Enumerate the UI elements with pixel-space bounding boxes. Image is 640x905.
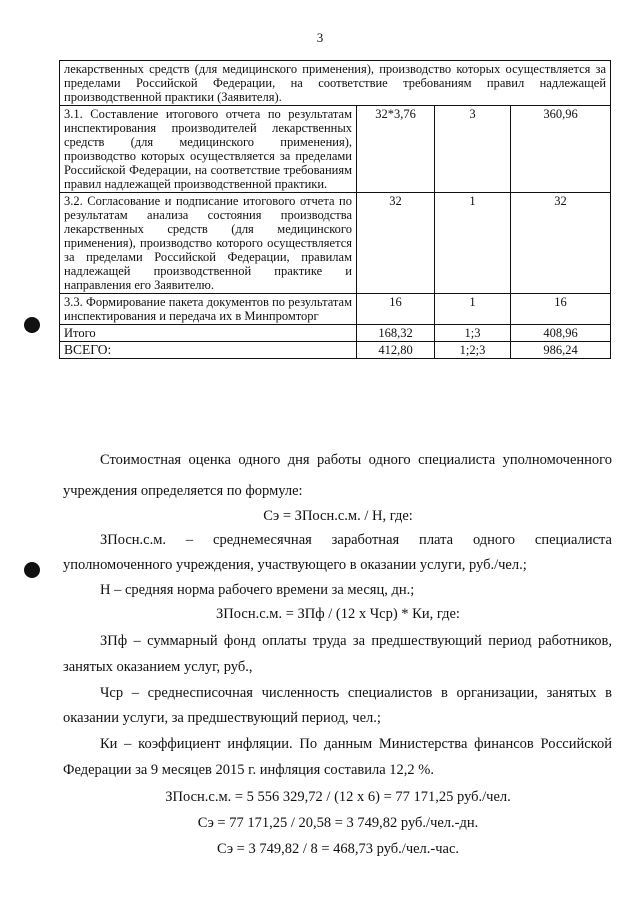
row-staff: 3 (435, 106, 511, 193)
row-total: 32 (511, 193, 611, 294)
row-staff: 1 (435, 193, 511, 294)
paragraph-line: Н – средняя норма рабочего времени за месяц, дн.; (100, 582, 415, 598)
table-row (60, 193, 611, 294)
row-hours: 32 (357, 193, 435, 294)
row-description: 3.3. Формирование пакета документов по результатам инспектирования и передача их в Минпромторг (60, 294, 357, 325)
continuation-cell: лекарственных средств (для медицинского применения), производство которых осуществляется за пределами Российской Федерации, на соответствие требованиям правил надлежащей производственной практики (Заявителя). (60, 61, 611, 106)
table-row-continuation (60, 61, 611, 106)
vsego-total: 986,24 (511, 342, 611, 359)
cost-table (59, 60, 611, 359)
calculation-line: Сэ = 77 171,25 / 20,58 = 3 749,82 руб./чел.-дн. (197, 815, 479, 831)
row-total: 16 (511, 294, 611, 325)
row-hours: 16 (357, 294, 435, 325)
itogo-hours: 168,32 (357, 325, 435, 342)
paragraph-line: ЗПф – суммарный фонд оплаты труда за предшествующий период работников, (100, 633, 612, 649)
paragraph-line: уполномоченного учреждения, участвующего в оказании услуги, руб./чел.; (63, 557, 527, 573)
itogo-label: Итого (60, 325, 357, 342)
paragraph-line: оказании услуги, за предшествующий период, чел.; (63, 710, 381, 726)
paragraph-line: Чср – среднесписочная численность специалистов в организации, занятых в (100, 685, 612, 701)
calculation-line: Сэ = 3 749,82 / 8 = 468,73 руб./чел.-час. (216, 841, 460, 857)
paragraph-line: учреждения определяется по формуле: (63, 483, 303, 499)
row-total: 360,96 (511, 106, 611, 193)
itogo-total: 408,96 (511, 325, 611, 342)
paragraph-line: Ки – коэффициент инфляции. По данным Министерства финансов Российской (100, 736, 612, 752)
formula-line: ЗПосн.с.м. = ЗПф / (12 х Чср) * Ки, где: (216, 606, 460, 622)
paragraph-line: ЗПосн.с.м. – среднемесячная заработная плата одного специалиста (100, 532, 612, 548)
table-row-itogo (60, 325, 611, 342)
itogo-staff: 1;3 (435, 325, 511, 342)
paragraph-line: Федерации за 9 месяцев 2015 г. инфляция составила 12,2 %. (63, 762, 435, 778)
table-row (60, 294, 611, 325)
punch-hole-mark (24, 562, 40, 578)
row-hours: 32*3,76 (357, 106, 435, 193)
table-row (60, 106, 611, 193)
table-row-vsego (60, 342, 611, 359)
page-number: 3 (316, 30, 324, 45)
punch-hole-mark (24, 317, 40, 333)
vsego-staff: 1;2;3 (435, 342, 511, 359)
vsego-hours: 412,80 (357, 342, 435, 359)
row-description: 3.2. Согласование и подписание итогового отчета по результатам анализа состояния производства лекарственных средств (для медицинского применения), производство которого осуществляется за пределами Российской Федерации, правилам надлежащей производственной практике и направления его Заявителю. (60, 193, 357, 294)
paragraph-line: Стоимостная оценка одного дня работы одного специалиста уполномоченного (100, 452, 612, 468)
row-description: 3.1. Составление итогового отчета по результатам инспектирования производителей лекарственных средств (для медицинского применения), производство которых осуществляется за пределами Российской Федерации, на соответствие требованиям правил надлежащей производственной практики. (60, 106, 357, 193)
calculation-line: ЗПосн.с.м. = 5 556 329,72 / (12 х 6) = 77 171,25 руб./чел. (165, 789, 511, 805)
formula-line: Сэ = ЗПосн.с.м. / Н, где: (263, 508, 413, 524)
row-staff: 1 (435, 294, 511, 325)
paragraph-line: занятых оказанием услуг, руб., (63, 659, 253, 675)
vsego-label: ВСЕГО: (60, 342, 357, 359)
